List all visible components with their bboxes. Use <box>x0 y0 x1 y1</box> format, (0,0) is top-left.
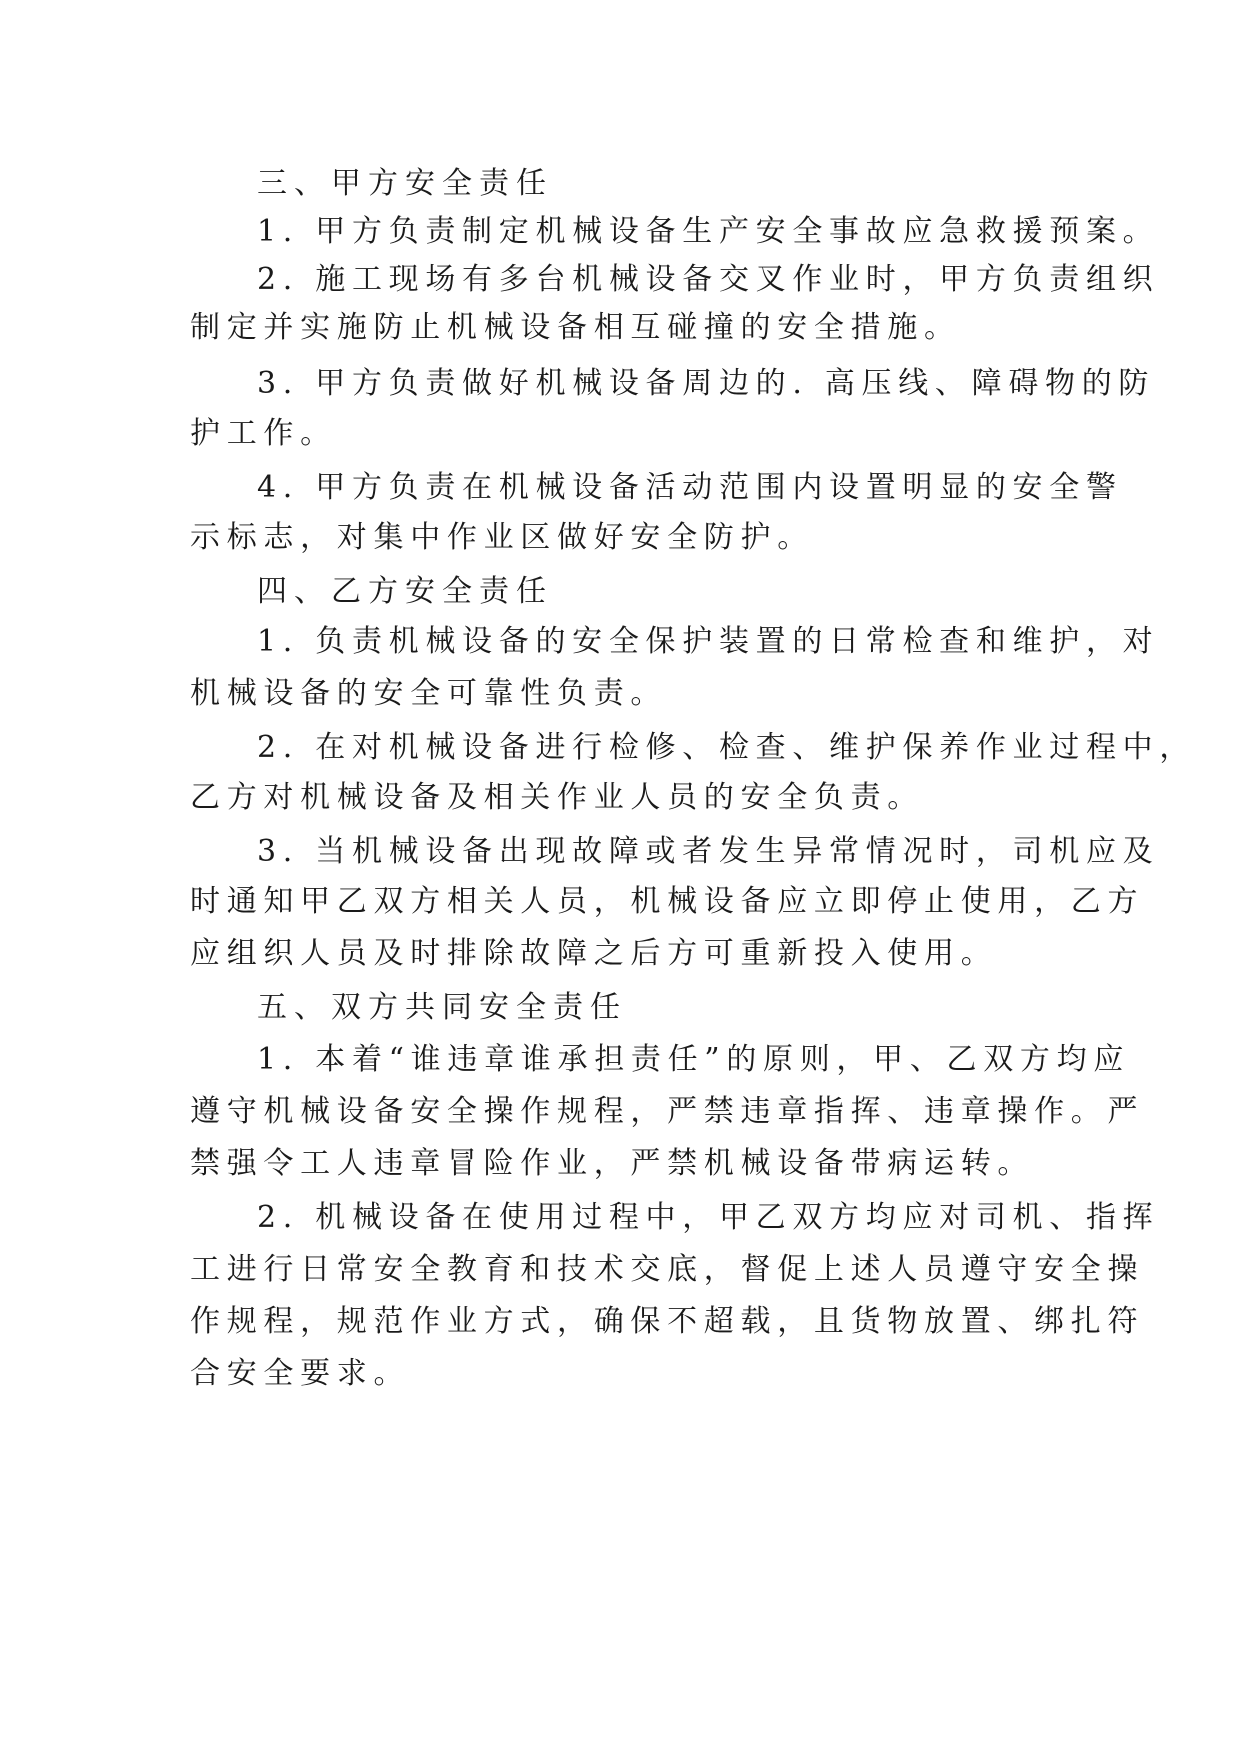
section-heading-party-b: 四、乙方安全责任 <box>257 574 553 609</box>
paragraph-line: 乙方对机械设备及相关作业人员的安全负责。 <box>190 780 924 815</box>
paragraph-line: 3. 甲方负责做好机械设备周边的. 高压线、障碍物的防 <box>257 366 1156 401</box>
paragraph-line: 3. 当机械设备出现故障或者发生异常情况时，司机应及 <box>257 834 1160 869</box>
paragraph-line: 制定并实施防止机械设备相互碰撞的安全措施。 <box>190 310 961 345</box>
paragraph-line: 机械设备的安全可靠性负责。 <box>190 676 668 711</box>
paragraph-line: 护工作。 <box>190 416 337 451</box>
paragraph-line: 1. 本着“谁违章谁承担责任”的原则，甲、乙双方均应 <box>257 1042 1131 1077</box>
paragraph-line: 2. 机械设备在使用过程中，甲乙双方均应对司机、指挥 <box>257 1200 1160 1235</box>
paragraph-line: 禁强令工人违章冒险作业，严禁机械设备带病运转。 <box>190 1146 1035 1181</box>
paragraph-line: 示标志，对集中作业区做好安全防护。 <box>190 520 814 555</box>
paragraph-line: 4. 甲方负责在机械设备活动范围内设置明显的安全警 <box>257 470 1123 505</box>
paragraph-line: 时通知甲乙双方相关人员，机械设备应立即停止使用，乙方 <box>190 884 1145 919</box>
section-heading-joint: 五、双方共同安全责任 <box>257 990 627 1025</box>
section-heading-party-a: 三、甲方安全责任 <box>257 166 553 201</box>
paragraph-line: 2. 施工现场有多台机械设备交叉作业时，甲方负责组织 <box>257 262 1160 297</box>
paragraph-line: 合安全要求。 <box>190 1356 411 1391</box>
paragraph-line: 工进行日常安全教育和技术交底，督促上述人员遵守安全操 <box>190 1252 1145 1287</box>
paragraph-line: 1. 甲方负责制定机械设备生产安全事故应急救援预案。 <box>257 214 1160 249</box>
paragraph-line: 遵守机械设备安全操作规程，严禁违章指挥、违章操作。严 <box>190 1094 1145 1129</box>
paragraph-line: 1. 负责机械设备的安全保护装置的日常检查和维护，对 <box>257 624 1160 659</box>
paragraph-line: 应组织人员及时排除故障之后方可重新投入使用。 <box>190 936 998 971</box>
paragraph-line: 2. 在对机械设备进行检修、检查、维护保养作业过程中， <box>257 730 1197 765</box>
paragraph-line: 作规程，规范作业方式，确保不超载，且货物放置、绑扎符 <box>190 1304 1145 1339</box>
